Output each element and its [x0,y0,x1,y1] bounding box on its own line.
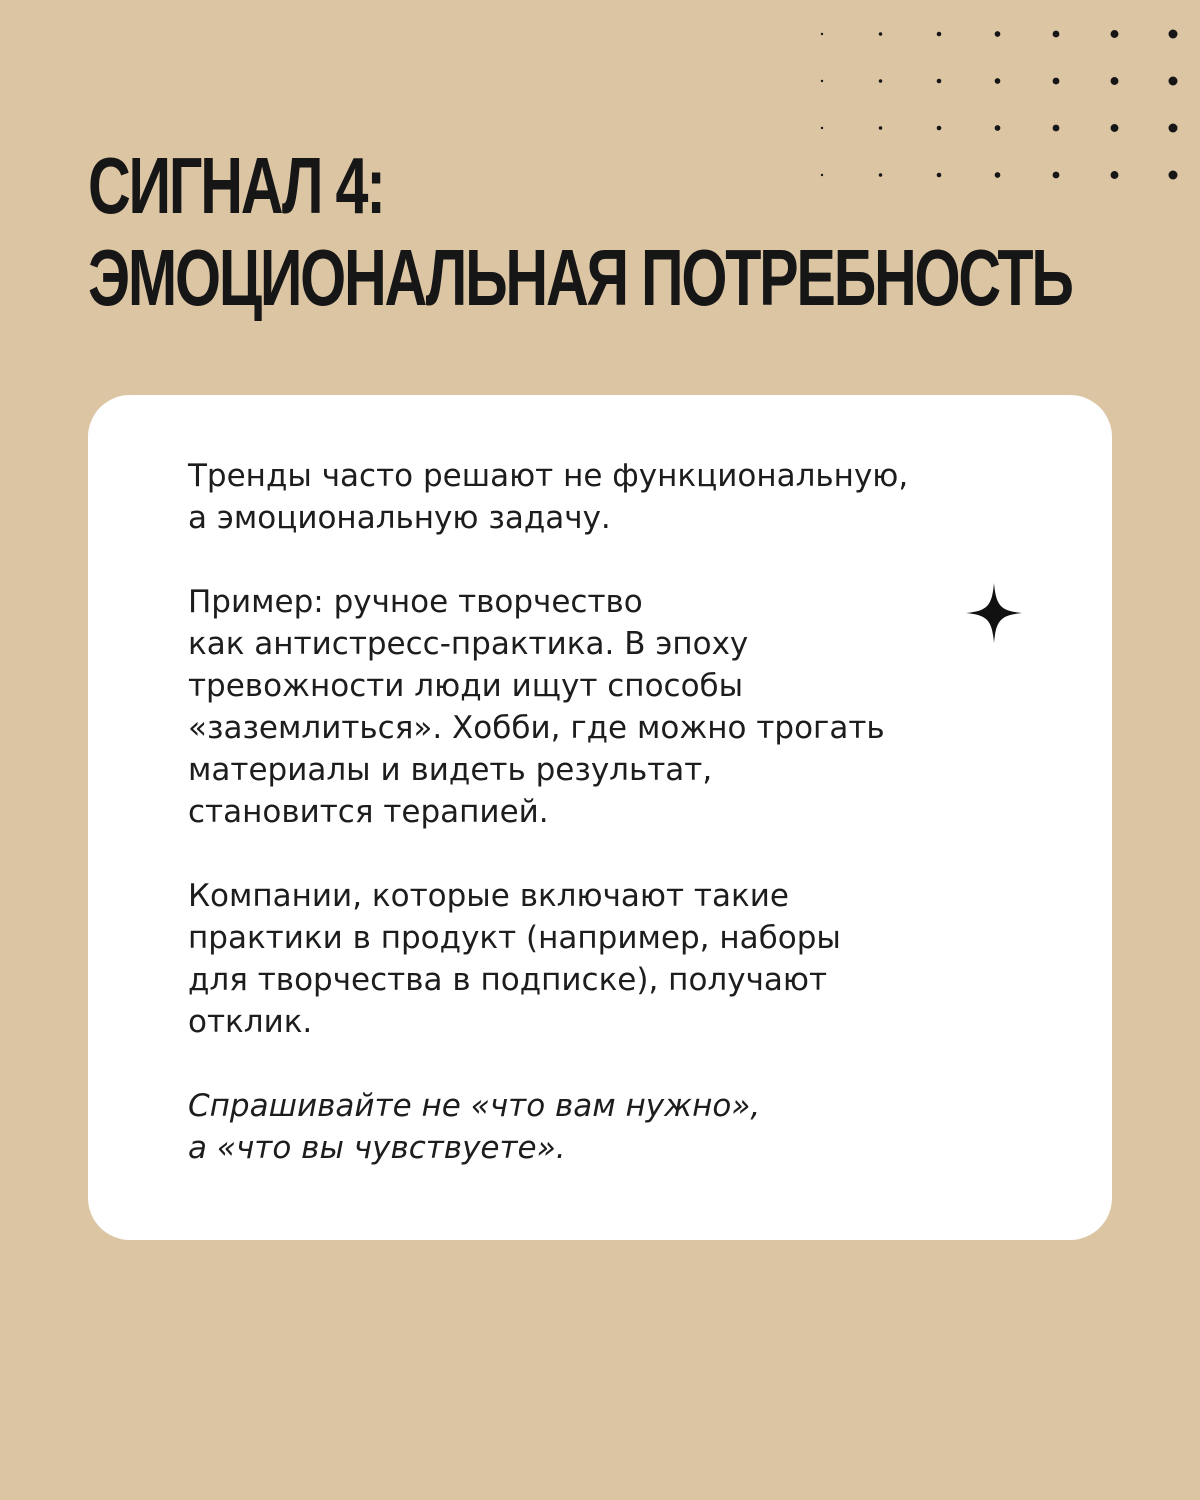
paragraph-companies: Компании, которые включают такие практики в продукт (например, наборы для творчества в подписке), получают отклик. [188,878,841,1040]
decorative-dot [879,79,883,83]
decorative-dot [821,127,823,129]
content-card [88,395,1112,1240]
decorative-dot [937,32,942,37]
decorative-dot [1169,124,1178,133]
decorative-dot [1111,124,1119,132]
decorative-dot [995,78,1001,84]
paragraph-intro: Тренды часто решают не функциональную, а эмоциональную задачу. [188,458,909,536]
page-title [88,140,1072,324]
decorative-dot [879,32,883,36]
decorative-dot [1169,30,1178,39]
decorative-dot [995,125,1001,131]
decorative-dot [1169,77,1178,86]
decorative-dot [1053,125,1060,132]
decorative-dot [1111,30,1119,38]
decorative-dot [1111,171,1119,179]
title-line-1: СИГНАЛ 4: [88,141,384,230]
decorative-dot [937,79,942,84]
paragraph-question: Спрашивайте не «что вам нужно», а «что вы чувствуете». [188,1088,761,1166]
paragraph-example: Пример: ручное творчество как антистресс-практика. В эпоху тревожности люди ищут способы «заземлиться». Хобби, где можно трогать материалы и видеть результат, становится терапией. [188,584,885,830]
decorative-dot [937,126,942,131]
decorative-dot [821,33,823,35]
decorative-dot [1053,31,1060,38]
title-line-2: ЭМОЦИОНАЛЬНАЯ ПОТРЕБНОСТЬ [88,233,1072,322]
decorative-dot [995,31,1001,37]
decorative-dot [1053,78,1060,85]
decorative-dot [1111,77,1119,85]
card-body [188,455,1068,1169]
decorative-dot [821,80,823,82]
decorative-dot [879,126,883,130]
decorative-dot [1169,171,1178,180]
